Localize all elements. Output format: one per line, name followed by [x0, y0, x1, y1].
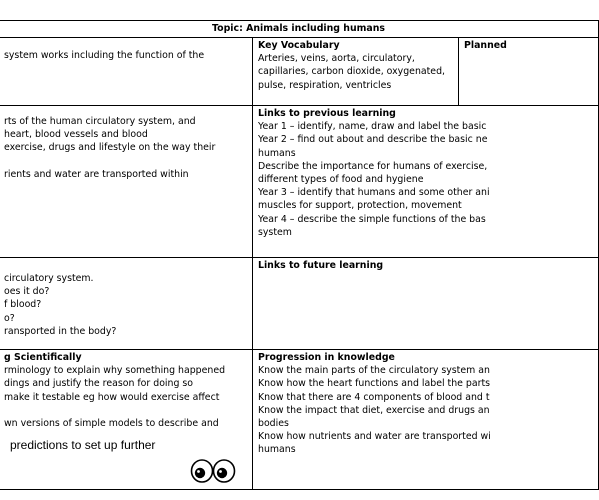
progression-line: humans: [258, 444, 296, 456]
content-line: heart, blood vessels and blood: [4, 129, 148, 141]
objective-text: system works including the function of the: [4, 50, 205, 61]
skills-row: [0, 350, 599, 490]
previous-learning-line: Year 4 – describe the simple functions of the bas: [258, 213, 486, 225]
progression-heading: Progression in knowledge: [258, 352, 395, 363]
questions-row: [0, 258, 599, 350]
planned-heading: Planned: [464, 40, 507, 51]
future-learning-heading: Links to future learning: [258, 260, 384, 271]
skill-line: make it testable eg how would exercise affect: [4, 391, 220, 403]
question-line: circulatory system.: [4, 273, 94, 284]
topic-title: Topic: Animals including humans: [0, 21, 599, 38]
vocabulary-cell: [253, 38, 459, 106]
content-row: [0, 106, 599, 258]
objectives-row: [0, 38, 599, 106]
skill-line: rminology to explain why something happened: [4, 365, 226, 377]
planned-cell: [459, 38, 599, 106]
topic-row: [0, 21, 599, 38]
previous-learning-line: Describe the importance for humans of exercise,: [258, 160, 488, 172]
previous-learning-line: Year 3 – identify that humans and some other ani: [258, 187, 490, 199]
previous-learning-line: humans: [258, 147, 296, 159]
objectives-cell: [0, 38, 253, 106]
planning-sheet: [0, 20, 599, 490]
progression-line: Know how nutrients and water are transported wi: [258, 431, 491, 443]
content-line: rients and water are transported within: [4, 168, 189, 180]
future-learning-cell: [253, 258, 599, 350]
content-line: rts of the human circulatory system, and: [4, 116, 196, 127]
content-line: exercise, drugs and lifestyle on the way their: [4, 142, 216, 154]
progression-line: bodies: [258, 418, 289, 430]
previous-learning-line: different types of food and hygiene: [258, 174, 424, 186]
previous-learning-line: Year 1 – identify, name, draw and label the basic: [258, 121, 487, 133]
content-cell: [0, 106, 253, 258]
progression-line: Know that there are 4 components of blood and t: [258, 391, 490, 403]
previous-learning-heading: Links to previous learning: [258, 108, 396, 119]
question-line: o?: [4, 312, 15, 324]
skill-line: [4, 404, 247, 417]
skill-line-predictions: predictions to set up further: [10, 438, 156, 453]
working-scientifically-heading: g Scientifically: [4, 352, 82, 363]
previous-learning-line: Year 2 – find out about and describe the basic ne: [258, 134, 488, 146]
skill-line: wn versions of simple models to describe and: [4, 417, 219, 429]
content-line: [4, 155, 247, 168]
googly-eyes-icon: [190, 458, 236, 484]
previous-learning-cell: [253, 106, 599, 258]
question-line: f blood?: [4, 299, 42, 311]
skill-line: dings and justify the reason for doing so: [4, 378, 194, 390]
vocabulary-list: Arteries, veins, aorta, circulatory, capillaries, carbon dioxide, oxygenated, pulse, respiration, ventricles: [258, 53, 446, 91]
progression-line: Know the impact that diet, exercise and drugs an: [258, 404, 490, 416]
question-line: ransported in the body?: [4, 325, 117, 337]
previous-learning-line: system: [258, 226, 292, 238]
questions-cell: [0, 258, 253, 350]
progression-cell: [253, 350, 599, 490]
progression-line: Know how the heart functions and label the parts: [258, 378, 491, 390]
planning-table: [0, 20, 599, 490]
progression-line: Know the main parts of the circulatory system an: [258, 365, 490, 377]
vocabulary-heading: Key Vocabulary: [258, 40, 340, 51]
question-line: oes it do?: [4, 286, 50, 298]
question-line: [4, 259, 247, 272]
previous-learning-line: muscles for support, protection, movement: [258, 200, 462, 212]
